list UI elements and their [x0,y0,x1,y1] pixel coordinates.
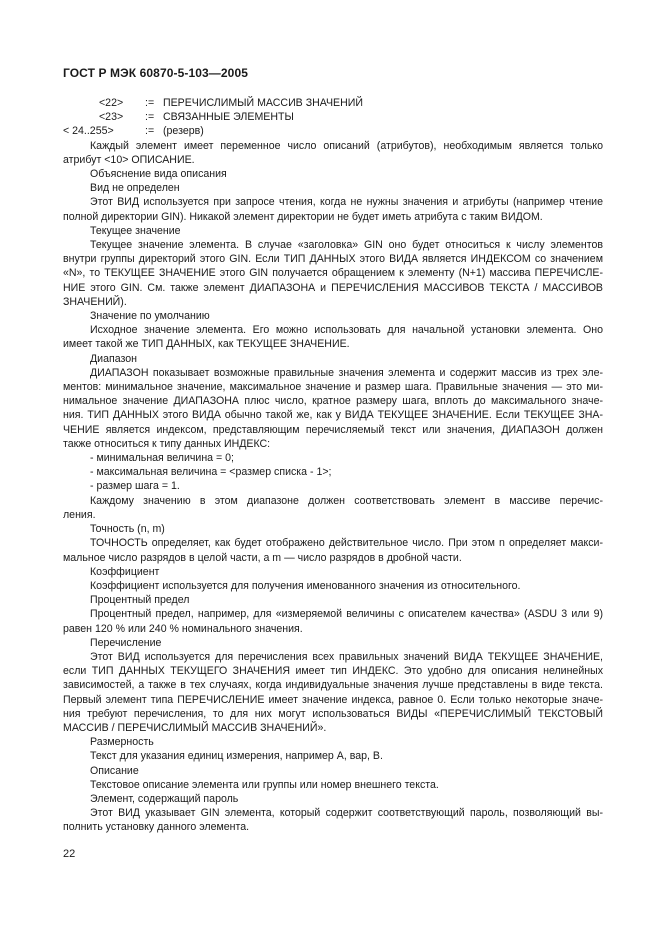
text-line: ДИАПАЗОН показывает возможные правильные значения элемента и содержит массив из трех эле- [90,366,603,379]
text-line: Объяснение вида описания [90,168,227,181]
text-line: Текст для указания единиц измерения, например A, вар, В. [90,750,383,763]
text-line: Каждый элемент имеет переменное число описаний (атрибутов), необходимым является только [90,139,603,152]
text-line: атрибут <10> ОПИСАНИЕ. [63,153,195,166]
code-sep: := [145,111,155,124]
text-line: внутри группы директорий этого GIN. Если ТИП ДАННЫХ этого ВИДА является ИНДЕКСОМ со значением [63,253,603,266]
code-text: (резерв) [163,125,204,138]
code-value: < 24..255> [63,125,114,138]
text-line: если ТИП ДАННЫХ ТЕКУЩЕГО ЗНАЧЕНИЯ имеет тип ИНДЕКС. Это удобно для описания нелинейных [63,665,603,678]
text-line: Описание [90,764,139,777]
text-line: Процентный предел, например, для «измеряемой величины с описателем качества» (ASDU 3 или 9) [90,608,603,621]
text-line: Текстовое описание элемента или группы или номер внешнего текста. [90,778,439,791]
code-sep: := [145,125,155,138]
text-line: полной директории GIN). Никакой элемент директории не будет иметь атрибута с таким ВИДОМ. [63,210,543,223]
text-line: Этот ВИД указывает GIN элемента, который содержит соответствующий пароль, позволяющий вы- [90,807,603,820]
code-value: <23> [99,111,124,124]
text-line: равен 120 % или 240 % номинального значения. [63,622,303,635]
text-line: также относиться к типу данных ИНДЕКС: [63,437,271,450]
text-line: - размер шага = 1. [90,480,180,493]
text-line: Точность (n, m) [90,523,165,536]
text-line: Исходное значение элемента. Его можно использовать для начальной установки элемента. Оно [90,324,603,337]
text-line: зависимостей, а также в тех случаях, когда индивидуальные значения лучше представлены в виде текста. [63,679,603,692]
text-line: нимальное значение ДИАПАЗОНА плюс число, кратное размеру шага, вплоть до максимального значе- [63,395,603,408]
text-line: ТОЧНОСТЬ определяет, как будет отображено действительное число. При этом n определяет макси- [90,537,603,550]
text-line: полнить установку данного элемента. [63,821,250,834]
text-line: Элемент, содержащий пароль [90,792,239,805]
page-number: 22 [63,848,76,860]
text-line: Процентный предел [90,594,190,607]
text-line: Вид не определен [90,182,180,195]
code-line [63,124,603,138]
text-line: ния. ТИП ДАННЫХ этого ВИДА обычно такой же, как у ВИДА ТЕКУЩЕЕ ЗНАЧЕНИЕ. Если ТЕКУЩЕЕ ЗНА- [63,409,603,422]
text-line: Значение по умолчанию [90,310,210,323]
text-line: МАССИВ / ПЕРЕЧИСЛИМЫЙ МАССИВ ЗНАЧЕНИЙ». [63,721,327,734]
text-line: Каждому значению в этом диапазоне должен соответствовать элемент в массиве перечис- [90,494,603,507]
text-line: Перечисление [90,636,162,649]
text-line: Размерность [90,736,154,749]
text-line: Диапазон [90,352,137,365]
code-text: ПЕРЕЧИСЛИМЫЙ МАССИВ ЗНАЧЕНИЙ [163,97,363,109]
text-line: - минимальная величина = 0; [90,452,234,465]
text-line: ления. [63,508,96,521]
text-line: имеет такой же ТИП ДАННЫХ, как ТЕКУЩЕЕ ЗНАЧЕНИЕ. [63,338,350,351]
code-line [63,110,603,124]
text-line: ЧЕНИЕ является индексом, представляющим перечисляемый текст или значения, ДИАПАЗОН должен [63,423,603,436]
text-lines [63,139,603,835]
text-line: ментов: минимальное значение, максимальное значение и размер шага. Правильные значения — это ми- [63,381,603,394]
text-line: «N», то ТЕКУЩЕЕ ЗНАЧЕНИЕ этого GIN получается обращением к элементу (N+1) массива ПЕРЕЧИСЛЕ- [63,267,603,280]
text-line: ЗНАЧЕНИЙ). [63,295,127,308]
text-line: мальное число разрядов в целой части, а m — число разрядов в дробной части. [63,551,462,564]
code-text: СВЯЗАННЫЕ ЭЛЕМЕНТЫ [163,111,294,124]
text-line: Текущее значение [90,224,181,237]
code-value: <22> [99,97,124,109]
text-line: НИЕ этого GIN. См. также элемент ДИАПАЗОНА и ПЕРЕЧИСЛЕНИЯ МАССИВОВ ТЕКСТА / МАССИВОВ [63,281,603,294]
text-line: - максимальная величина = <размер списка - 1>; [90,466,332,479]
text-line: Этот ВИД используется для перечисления всех правильных значений ВИДА ТЕКУЩЕЕ ЗНАЧЕНИЕ, [90,650,603,663]
text-line: ния требуют перечисления, то для них могут использоваться ВИДЫ «ПЕРЕЧИСЛИМЫЙ ТЕКСТОВЫЙ [63,707,603,720]
text-line: Текущее значение элемента. В случае «заголовка» GIN оно будет относиться к числу элементов [90,239,603,252]
text-line: Этот ВИД используется при запросе чтения, когда не нужны значения и атрибуты (например чтение [90,196,603,209]
document-header: ГОСТ Р МЭК 60870-5-103—2005 [63,66,248,80]
code-line [63,96,603,110]
code-sep: := [145,97,155,109]
text-line: Коэффициент [90,565,160,578]
text-line: Коэффициент используется для получения именованного значения из относительного. [90,579,521,592]
text-line: Первый элемент типа ПЕРЕЧИСЛЕНИЕ имеет значение индекса, равное 0. Если только некоторые значе- [63,693,603,706]
document-body [63,96,603,835]
